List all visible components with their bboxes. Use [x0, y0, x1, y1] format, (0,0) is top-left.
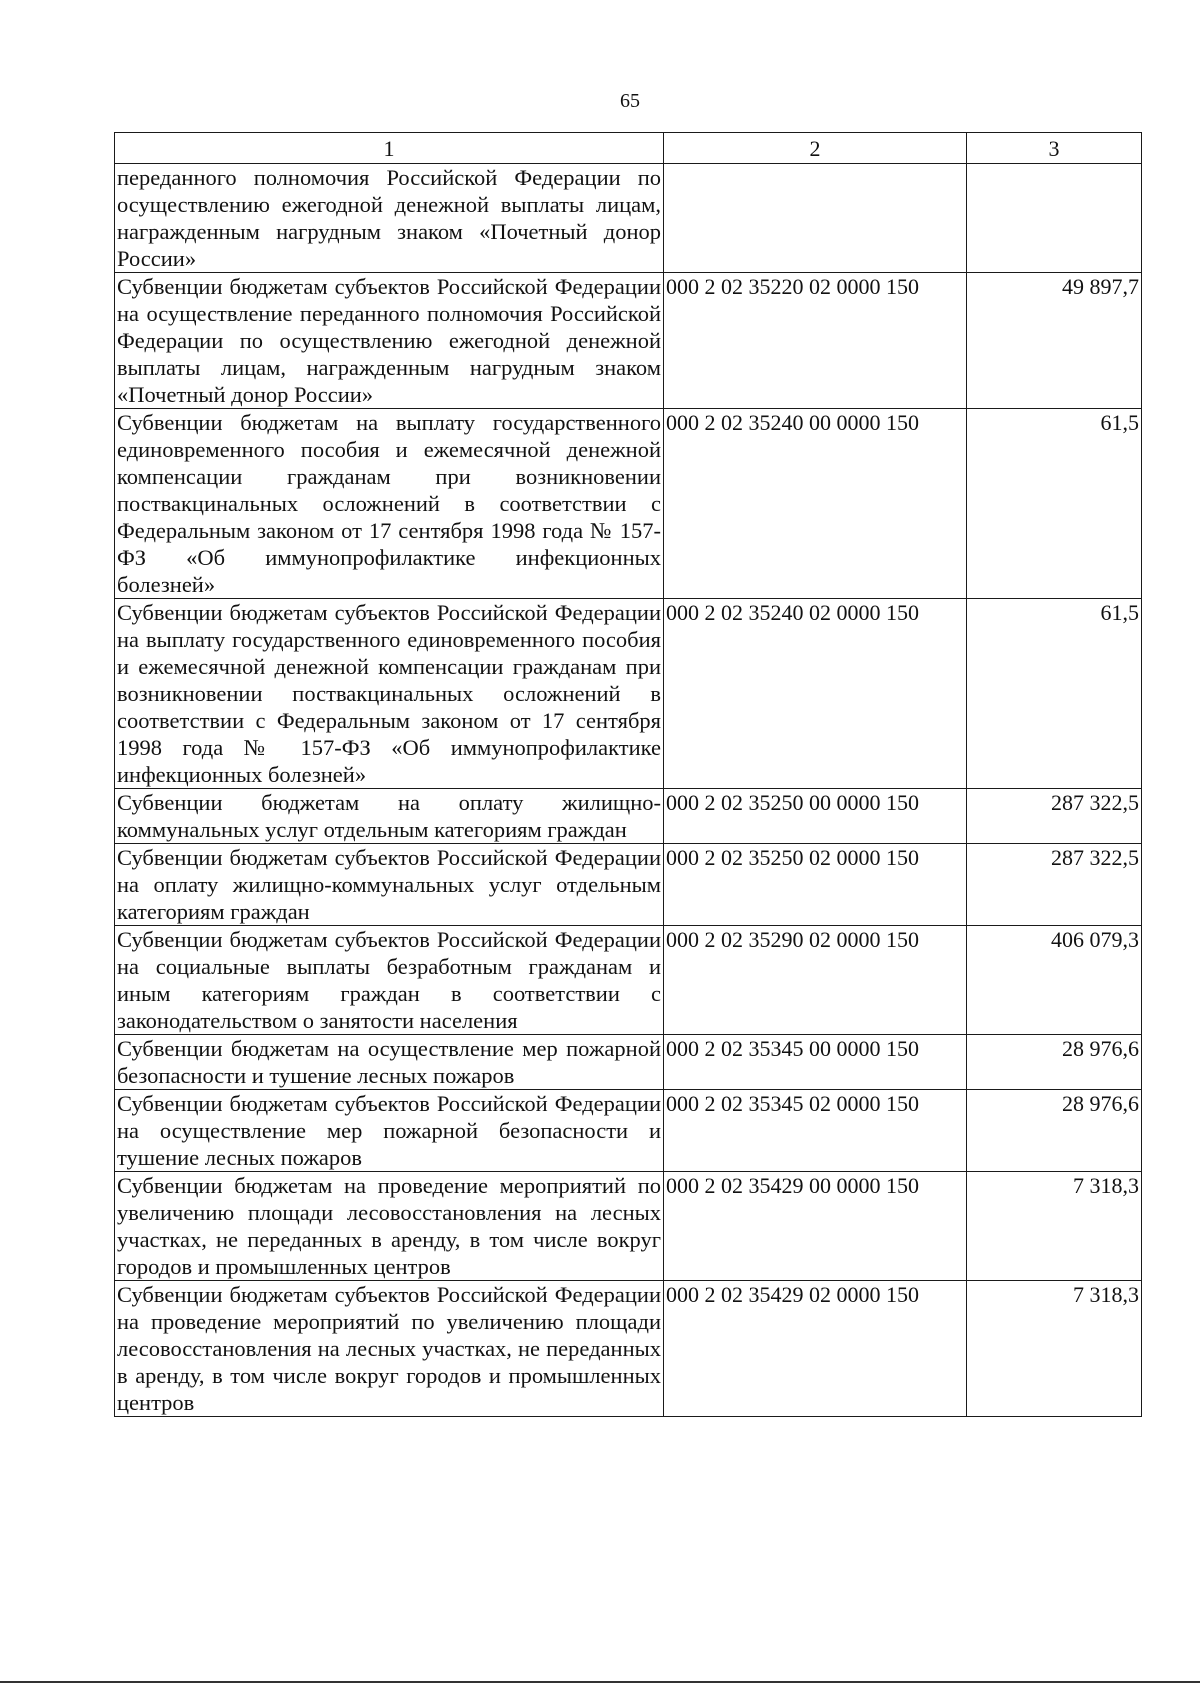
bottom-rule: [0, 1681, 1200, 1683]
row-description: Субвенции бюджетам на проведение мероприятий по увеличению площади лесовосстановления на лесных участках, не переданных в аренду, в том числе вокруг городов и промышленных центров: [115, 1172, 664, 1281]
row-description: Субвенции бюджетам субъектов Российской Федерации на осуществление мер пожарной безопасности и тушение лесных пожаров: [115, 1090, 664, 1172]
table-row: [115, 844, 1142, 926]
row-amount: 406 079,3: [967, 926, 1142, 1035]
row-description: Субвенции бюджетам субъектов Российской Федерации на оплату жилищно-коммунальных услуг отдельным категориям граждан: [115, 844, 664, 926]
table-row: [115, 926, 1142, 1035]
row-amount: 7 318,3: [967, 1281, 1142, 1417]
row-description: Субвенции бюджетам субъектов Российской Федерации на социальные выплаты безработным гражданам и иным категориям граждан в соответствии с законодательством о занятости населения: [115, 926, 664, 1035]
column-header-2: 2: [664, 133, 967, 164]
row-code: 000 2 02 35220 02 0000 150: [664, 273, 967, 409]
row-amount: [967, 164, 1142, 273]
table-row: [115, 599, 1142, 789]
column-header-1: 1: [115, 133, 664, 164]
row-amount: 61,5: [967, 599, 1142, 789]
row-code: 000 2 02 35345 02 0000 150: [664, 1090, 967, 1172]
row-code: 000 2 02 35250 00 0000 150: [664, 789, 967, 844]
budget-table: [114, 132, 1142, 1417]
row-code: 000 2 02 35429 02 0000 150: [664, 1281, 967, 1417]
table-row: [115, 409, 1142, 599]
row-amount: 49 897,7: [967, 273, 1142, 409]
row-code: 000 2 02 35290 02 0000 150: [664, 926, 967, 1035]
table-row: [115, 273, 1142, 409]
row-description: Субвенции бюджетам на выплату государственного единовременного пособия и ежемесячной денежной компенсации гражданам при возникновении поствакцинальных осложнений в соответствии с Федеральным законом от 17 сентября 1998 года № 157-ФЗ «Об иммунопрофилактике инфекционных болезней»: [115, 409, 664, 599]
row-description: Субвенции бюджетам субъектов Российской Федерации на осуществление переданного полномочия Российской Федерации по осуществлению ежегодной денежной выплаты лицам, награжденным нагрудным знаком «Почетный донор России»: [115, 273, 664, 409]
row-code: [664, 164, 967, 273]
table-row: [115, 1090, 1142, 1172]
row-code: 000 2 02 35240 00 0000 150: [664, 409, 967, 599]
row-description: переданного полномочия Российской Федерации по осуществлению ежегодной денежной выплаты лицам, награжденным нагрудным знаком «Почетный донор России»: [115, 164, 664, 273]
row-code: 000 2 02 35429 00 0000 150: [664, 1172, 967, 1281]
page-number: 65: [620, 90, 640, 112]
row-description: Субвенции бюджетам на оплату жилищно-коммунальных услуг отдельным категориям граждан: [115, 789, 664, 844]
table-row: [115, 1281, 1142, 1417]
row-description: Субвенции бюджетам субъектов Российской Федерации на выплату государственного единовременного пособия и ежемесячной денежной компенсации гражданам при возникновении поствакцинальных осложнений в соответствии с Федеральным законом от 17 сентября 1998 года № 157-ФЗ «Об иммунопрофилактике инфекционных болезней»: [115, 599, 664, 789]
row-amount: 7 318,3: [967, 1172, 1142, 1281]
row-code: 000 2 02 35250 02 0000 150: [664, 844, 967, 926]
row-amount: 28 976,6: [967, 1090, 1142, 1172]
row-description: Субвенции бюджетам на осуществление мер пожарной безопасности и тушение лесных пожаров: [115, 1035, 664, 1090]
row-amount: 28 976,6: [967, 1035, 1142, 1090]
row-amount: 61,5: [967, 409, 1142, 599]
row-amount: 287 322,5: [967, 844, 1142, 926]
table-header-row: [115, 133, 1142, 164]
table-row: [115, 164, 1142, 273]
column-header-3: 3: [967, 133, 1142, 164]
row-code: 000 2 02 35240 02 0000 150: [664, 599, 967, 789]
table-row: [115, 1172, 1142, 1281]
row-amount: 287 322,5: [967, 789, 1142, 844]
table-row: [115, 1035, 1142, 1090]
table-row: [115, 789, 1142, 844]
row-description: Субвенции бюджетам субъектов Российской Федерации на проведение мероприятий по увеличению площади лесовосстановления на лесных участках, не переданных в аренду, в том числе вокруг городов и промышленных центров: [115, 1281, 664, 1417]
row-code: 000 2 02 35345 00 0000 150: [664, 1035, 967, 1090]
